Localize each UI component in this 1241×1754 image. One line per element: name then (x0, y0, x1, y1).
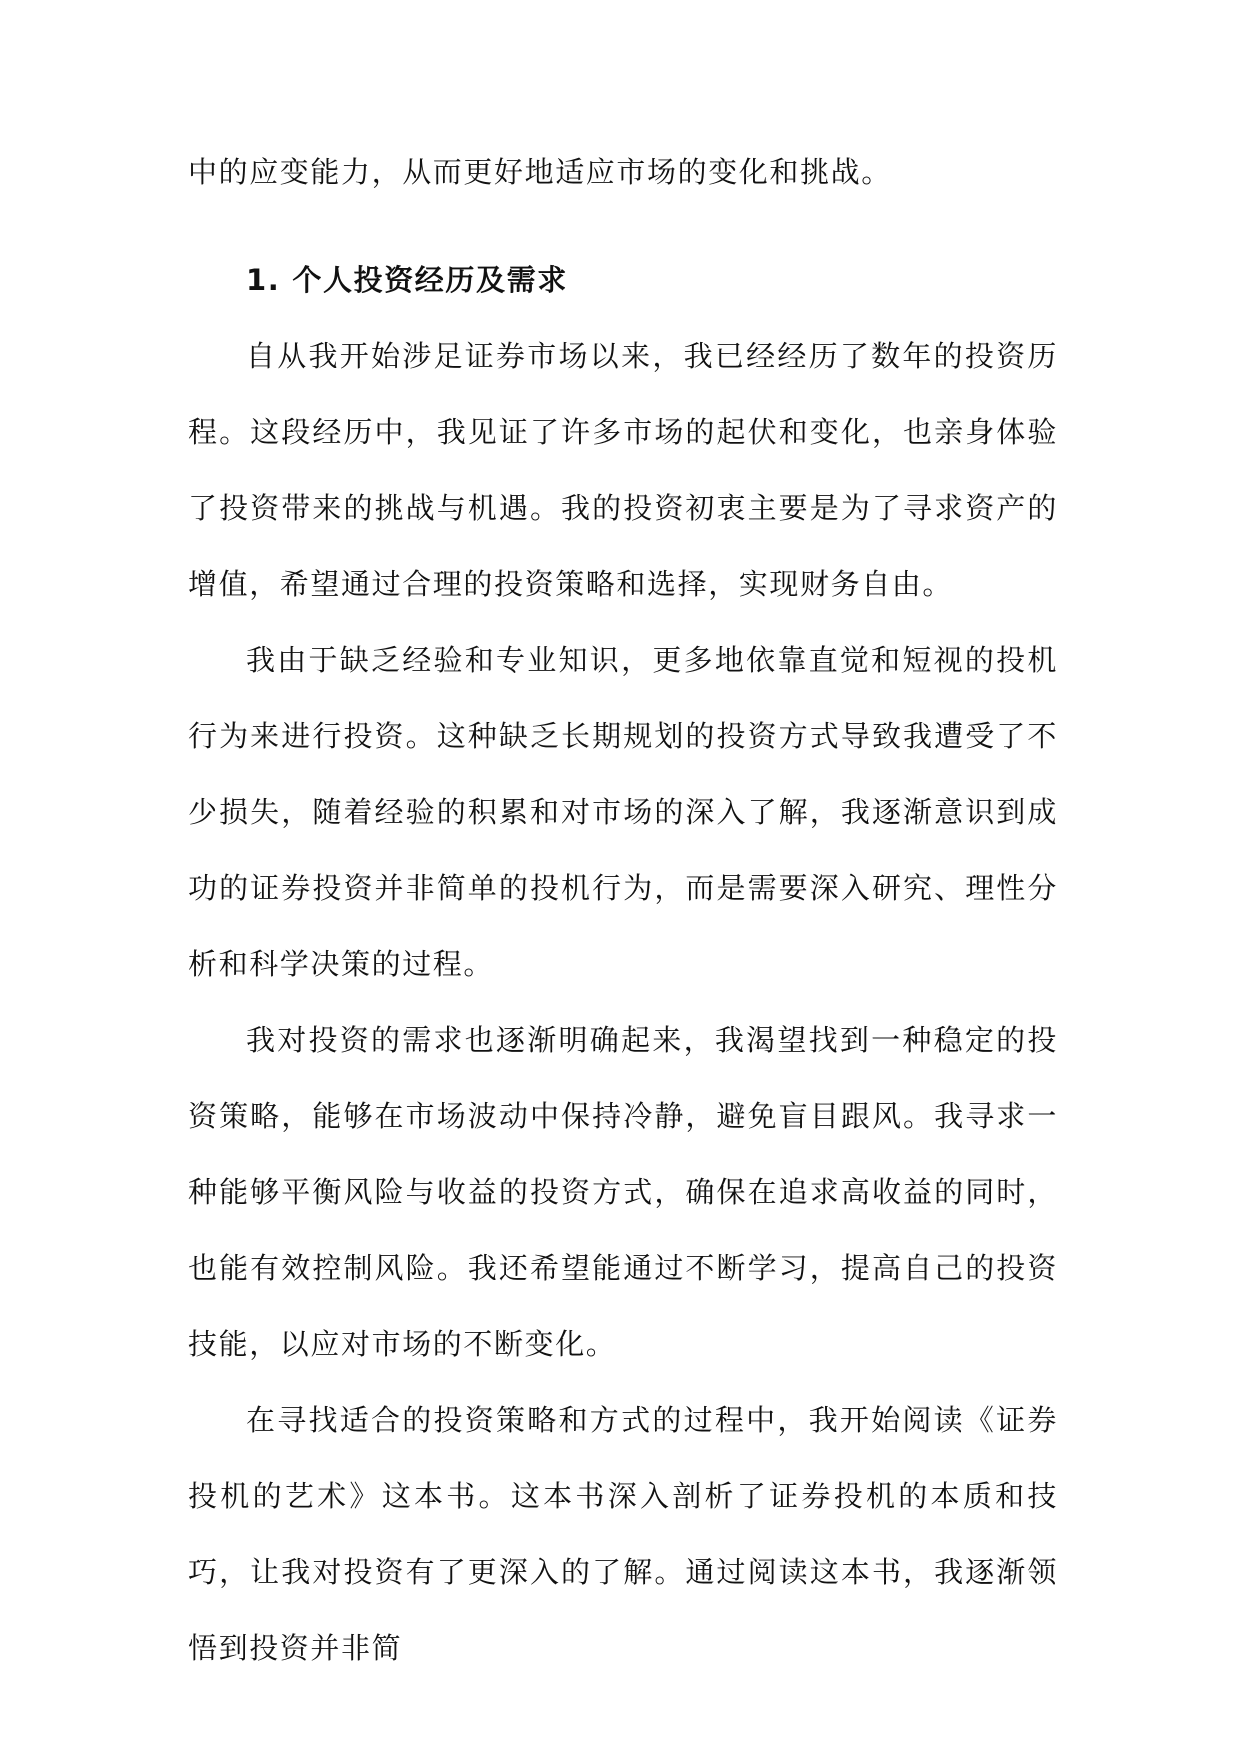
section-title: 个人投资经历及需求 (292, 263, 568, 297)
paragraph-investment-needs: 我对投资的需求也逐渐明确起来，我渴望找到一种稳定的投资策略，能够在市场波动中保持冷静，避免盲目跟风。我寻求一种能够平衡风险与收益的投资方式，确保在追求高收益的同时，也能有效控制风险。我还希望能通过不断学习，提高自己的投资技能，以应对市场的不断变化。 (188, 1023, 1058, 1361)
paragraph-early-mistakes: 我由于缺乏经验和专业知识，更多地依靠直觉和短视的投机行为来进行投资。这种缺乏长期规划的投资方式导致我遭受了不少损失，随着经验的积累和对市场的深入了解，我逐渐意识到成功的证券投资并非简单的投机行为，而是需要深入研究、理性分析和科学决策的过程。 (188, 643, 1058, 981)
section-heading (188, 210, 1058, 318)
document-body (188, 134, 1058, 1686)
section-number: 1. (246, 263, 281, 297)
paragraph-investment-history: 自从我开始涉足证券市场以来，我已经经历了数年的投资历程。这段经历中，我见证了许多市场的起伏和变化，也亲身体验了投资带来的挑战与机遇。我的投资初衷主要是为了寻求资产的增值，希望通过合理的投资策略和选择，实现财务自由。 (188, 339, 1058, 601)
paragraph-book-reading: 在寻找适合的投资策略和方式的过程中，我开始阅读《证券投机的艺术》这本书。这本书深入剖析了证券投机的本质和技巧，让我对投资有了更深入的了解。通过阅读这本书，我逐渐领悟到投资并非简 (188, 1403, 1058, 1665)
continuation-paragraph: 中的应变能力，从而更好地适应市场的变化和挑战。 (188, 155, 892, 189)
